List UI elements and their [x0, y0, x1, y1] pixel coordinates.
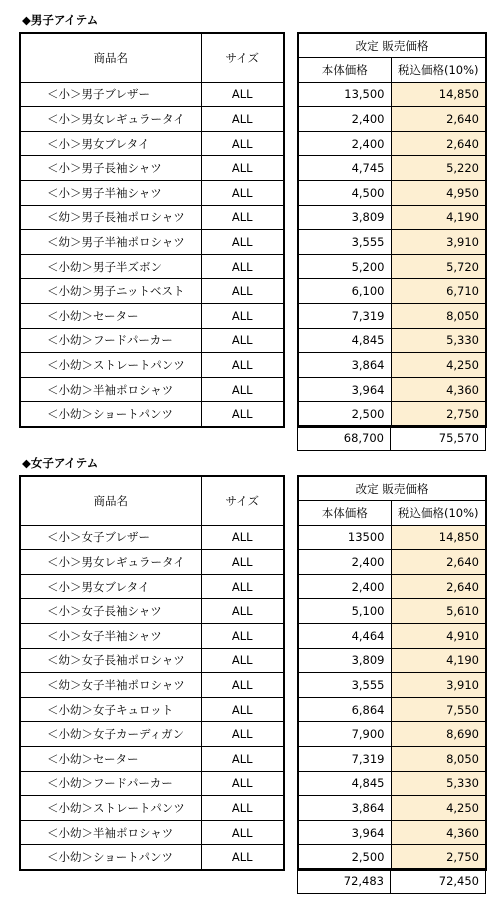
item-size-cell: ALL	[201, 205, 284, 230]
base-price-cell: 7,319	[298, 747, 391, 772]
header-sub-row	[298, 501, 486, 526]
table-row	[298, 550, 486, 575]
table-row	[20, 648, 284, 673]
table-row	[20, 722, 284, 747]
base-price-cell: 3,864	[298, 796, 391, 821]
base-price-cell: 3,964	[298, 820, 391, 845]
table-row	[298, 304, 486, 329]
tax-price-cell: 14,850	[391, 525, 486, 550]
base-price-cell: 2,400	[298, 550, 391, 575]
table-row	[20, 402, 284, 427]
header-size: サイズ	[201, 33, 284, 82]
table-row	[20, 279, 284, 304]
header-item-name: 商品名	[20, 476, 201, 525]
table-row	[20, 353, 284, 378]
table-row	[298, 624, 486, 649]
item-name-cell: ＜小＞女子ブレザー	[20, 525, 201, 550]
base-price-cell: 2,500	[298, 845, 391, 870]
table-row	[298, 525, 486, 550]
section-title-boys: ◆男子アイテム	[22, 13, 99, 27]
table-row	[20, 796, 284, 821]
item-size-cell: ALL	[201, 820, 284, 845]
table-row	[20, 377, 284, 402]
tax-price-cell: 2,640	[391, 107, 486, 132]
table-row	[298, 574, 486, 599]
table-row	[20, 181, 284, 206]
base-price-cell: 4,845	[298, 328, 391, 353]
total-tax-price: 72,450	[391, 869, 486, 894]
item-name-cell: ＜小＞男女ブレタイ	[20, 574, 201, 599]
table-row	[298, 796, 486, 821]
table-row	[298, 747, 486, 772]
table-row	[20, 131, 284, 156]
table-row	[20, 747, 284, 772]
item-size-cell: ALL	[201, 624, 284, 649]
tax-price-cell: 4,360	[391, 820, 486, 845]
table-row	[20, 230, 284, 255]
item-name-cell: ＜小幼＞男子半ズボン	[20, 254, 201, 279]
girls-totals-table	[297, 868, 486, 894]
table-row	[298, 279, 486, 304]
table-row	[298, 156, 486, 181]
header-row	[20, 476, 284, 525]
tax-price-cell: 2,640	[391, 550, 486, 575]
table-row	[20, 82, 284, 107]
base-price-cell: 2,500	[298, 402, 391, 427]
tax-price-cell: 5,610	[391, 599, 486, 624]
tax-price-cell: 8,050	[391, 304, 486, 329]
item-name-cell: ＜小幼＞半袖ポロシャツ	[20, 377, 201, 402]
table-row	[298, 353, 486, 378]
section-title-girls: ◆女子アイテム	[22, 456, 99, 470]
tax-price-cell: 8,050	[391, 747, 486, 772]
item-name-cell: ＜小幼＞ショートパンツ	[20, 402, 201, 427]
tax-price-cell: 4,910	[391, 624, 486, 649]
item-size-cell: ALL	[201, 254, 284, 279]
table-row	[20, 771, 284, 796]
item-size-cell: ALL	[201, 181, 284, 206]
girls-price-table	[297, 475, 487, 871]
base-price-cell: 3,555	[298, 673, 391, 698]
tax-price-cell: 5,330	[391, 328, 486, 353]
tax-price-cell: 4,950	[391, 181, 486, 206]
base-price-cell: 3,809	[298, 205, 391, 230]
table-row	[298, 648, 486, 673]
base-price-cell: 2,400	[298, 107, 391, 132]
item-name-cell: ＜小＞男女レギュラータイ	[20, 107, 201, 132]
tax-price-cell: 4,360	[391, 377, 486, 402]
table-row	[20, 205, 284, 230]
table-row	[298, 181, 486, 206]
table-row	[298, 131, 486, 156]
table-row	[298, 82, 486, 107]
item-size-cell: ALL	[201, 771, 284, 796]
header-price-group: 改定 販売価格	[298, 476, 486, 501]
item-name-cell: ＜小＞男子長袖シャツ	[20, 156, 201, 181]
item-size-cell: ALL	[201, 574, 284, 599]
header-size: サイズ	[201, 476, 284, 525]
item-name-cell: ＜小＞男子ブレザー	[20, 82, 201, 107]
table-row	[20, 328, 284, 353]
table-row	[298, 722, 486, 747]
table-row	[298, 230, 486, 255]
table-row	[298, 673, 486, 698]
base-price-cell: 5,200	[298, 254, 391, 279]
base-price-cell: 3,555	[298, 230, 391, 255]
item-size-cell: ALL	[201, 304, 284, 329]
table-row	[20, 820, 284, 845]
item-name-cell: ＜小幼＞フードパーカー	[20, 328, 201, 353]
table-row	[20, 599, 284, 624]
table-row	[20, 156, 284, 181]
item-size-cell: ALL	[201, 156, 284, 181]
item-size-cell: ALL	[201, 107, 284, 132]
tax-price-cell: 5,720	[391, 254, 486, 279]
item-size-cell: ALL	[201, 722, 284, 747]
header-base-price: 本体価格	[298, 501, 391, 526]
item-name-cell: ＜小＞女子半袖シャツ	[20, 624, 201, 649]
item-size-cell: ALL	[201, 747, 284, 772]
table-row	[20, 574, 284, 599]
table-row	[20, 525, 284, 550]
item-name-cell: ＜幼＞男子長袖ポロシャツ	[20, 205, 201, 230]
item-name-cell: ＜小幼＞ショートパンツ	[20, 845, 201, 870]
table-row	[298, 254, 486, 279]
item-size-cell: ALL	[201, 697, 284, 722]
header-price-group: 改定 販売価格	[298, 33, 486, 58]
tax-price-cell: 3,910	[391, 673, 486, 698]
item-size-cell: ALL	[201, 279, 284, 304]
item-name-cell: ＜幼＞女子長袖ポロシャツ	[20, 648, 201, 673]
header-base-price: 本体価格	[298, 58, 391, 83]
boys-totals-table	[297, 425, 486, 451]
tax-price-cell: 2,750	[391, 402, 486, 427]
item-size-cell: ALL	[201, 230, 284, 255]
boys-item-table	[19, 32, 285, 428]
tax-price-cell: 2,750	[391, 845, 486, 870]
base-price-cell: 7,319	[298, 304, 391, 329]
item-size-cell: ALL	[201, 525, 284, 550]
base-price-cell: 4,845	[298, 771, 391, 796]
table-row	[20, 304, 284, 329]
table-row	[20, 107, 284, 132]
table-row	[298, 107, 486, 132]
header-tax-price: 税込価格(10%)	[391, 58, 486, 83]
table-row	[298, 377, 486, 402]
table-row	[20, 673, 284, 698]
table-row	[298, 697, 486, 722]
table-row	[20, 624, 284, 649]
item-name-cell: ＜小＞男女ブレタイ	[20, 131, 201, 156]
item-name-cell: ＜小幼＞女子カーディガン	[20, 722, 201, 747]
base-price-cell: 13,500	[298, 82, 391, 107]
item-name-cell: ＜小＞男子半袖シャツ	[20, 181, 201, 206]
base-price-cell: 13500	[298, 525, 391, 550]
item-size-cell: ALL	[201, 796, 284, 821]
base-price-cell: 6,100	[298, 279, 391, 304]
header-group-row	[298, 33, 486, 58]
header-item-name: 商品名	[20, 33, 201, 82]
tax-price-cell: 3,910	[391, 230, 486, 255]
item-size-cell: ALL	[201, 402, 284, 427]
item-name-cell: ＜小幼＞ストレートパンツ	[20, 796, 201, 821]
header-group-row	[298, 476, 486, 501]
base-price-cell: 4,500	[298, 181, 391, 206]
table-row	[298, 205, 486, 230]
item-name-cell: ＜幼＞女子半袖ポロシャツ	[20, 673, 201, 698]
item-name-cell: ＜小幼＞半袖ポロシャツ	[20, 820, 201, 845]
totals-row	[298, 869, 486, 894]
item-name-cell: ＜小幼＞セーター	[20, 304, 201, 329]
base-price-cell: 3,809	[298, 648, 391, 673]
item-size-cell: ALL	[201, 673, 284, 698]
total-tax-price: 75,570	[391, 426, 486, 451]
base-price-cell: 6,864	[298, 697, 391, 722]
item-size-cell: ALL	[201, 550, 284, 575]
base-price-cell: 7,900	[298, 722, 391, 747]
item-size-cell: ALL	[201, 353, 284, 378]
base-price-cell: 5,100	[298, 599, 391, 624]
item-size-cell: ALL	[201, 648, 284, 673]
boys-price-table	[297, 32, 487, 428]
item-name-cell: ＜小幼＞ストレートパンツ	[20, 353, 201, 378]
table-row	[298, 771, 486, 796]
tax-price-cell: 4,250	[391, 796, 486, 821]
total-base-price: 72,483	[298, 869, 391, 894]
item-name-cell: ＜小＞女子長袖シャツ	[20, 599, 201, 624]
table-row	[20, 550, 284, 575]
table-row	[20, 254, 284, 279]
table-row	[20, 697, 284, 722]
table-row	[20, 845, 284, 870]
item-size-cell: ALL	[201, 82, 284, 107]
totals-row	[298, 426, 486, 451]
item-name-cell: ＜小幼＞男子ニットベスト	[20, 279, 201, 304]
tax-price-cell: 4,250	[391, 353, 486, 378]
header-sub-row	[298, 58, 486, 83]
base-price-cell: 2,400	[298, 574, 391, 599]
total-base-price: 68,700	[298, 426, 391, 451]
base-price-cell: 3,964	[298, 377, 391, 402]
tax-price-cell: 14,850	[391, 82, 486, 107]
item-name-cell: ＜小＞男女レギュラータイ	[20, 550, 201, 575]
item-size-cell: ALL	[201, 328, 284, 353]
header-row	[20, 33, 284, 82]
table-row	[298, 845, 486, 870]
table-row	[298, 328, 486, 353]
tax-price-cell: 5,220	[391, 156, 486, 181]
item-name-cell: ＜小幼＞セーター	[20, 747, 201, 772]
base-price-cell: 4,745	[298, 156, 391, 181]
tax-price-cell: 4,190	[391, 205, 486, 230]
table-row	[298, 599, 486, 624]
tax-price-cell: 5,330	[391, 771, 486, 796]
tax-price-cell: 8,690	[391, 722, 486, 747]
girls-item-table	[19, 475, 285, 871]
base-price-cell: 4,464	[298, 624, 391, 649]
item-size-cell: ALL	[201, 845, 284, 870]
item-size-cell: ALL	[201, 377, 284, 402]
item-name-cell: ＜小幼＞女子キュロット	[20, 697, 201, 722]
base-price-cell: 2,400	[298, 131, 391, 156]
table-row	[298, 402, 486, 427]
header-tax-price: 税込価格(10%)	[391, 501, 486, 526]
item-size-cell: ALL	[201, 131, 284, 156]
tax-price-cell: 7,550	[391, 697, 486, 722]
base-price-cell: 3,864	[298, 353, 391, 378]
item-name-cell: ＜幼＞男子半袖ポロシャツ	[20, 230, 201, 255]
tax-price-cell: 4,190	[391, 648, 486, 673]
item-name-cell: ＜小幼＞フードパーカー	[20, 771, 201, 796]
tax-price-cell: 6,710	[391, 279, 486, 304]
item-size-cell: ALL	[201, 599, 284, 624]
table-row	[298, 820, 486, 845]
tax-price-cell: 2,640	[391, 131, 486, 156]
tax-price-cell: 2,640	[391, 574, 486, 599]
